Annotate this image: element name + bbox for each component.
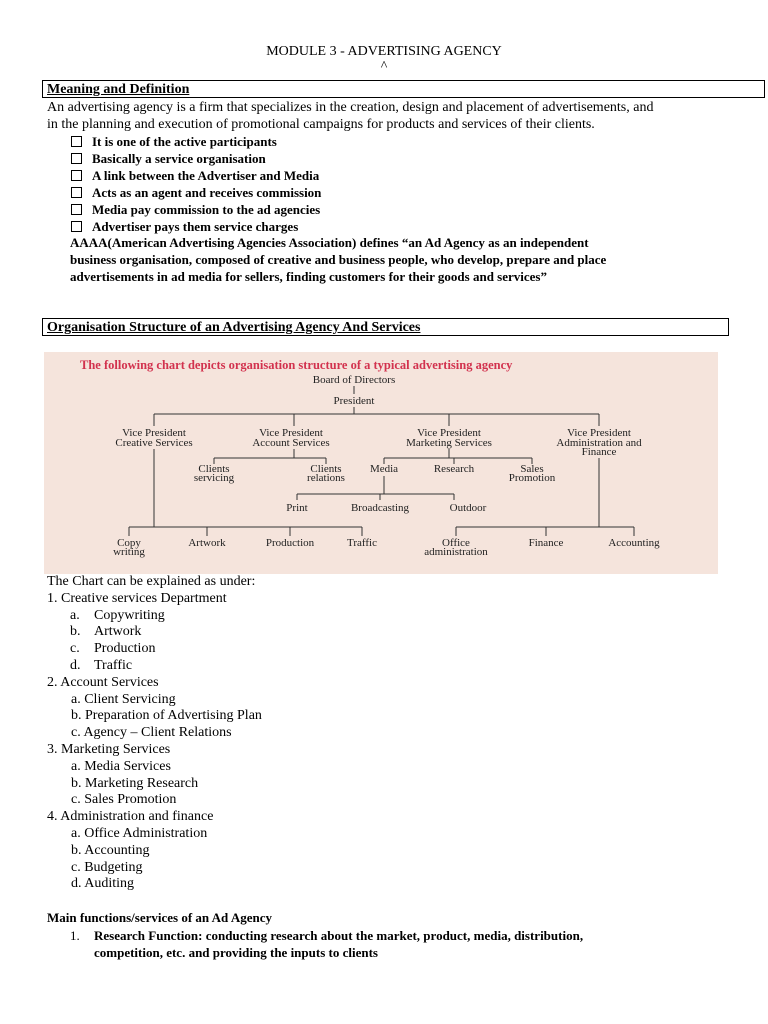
list-item (71, 167, 321, 184)
list-item: a. Media Services (71, 758, 171, 774)
list-item (71, 184, 321, 201)
list-marker: b. (70, 624, 81, 640)
print: Print (286, 502, 308, 514)
research-function (70, 927, 720, 961)
traffic: Traffic (347, 537, 377, 549)
accounting: Accounting (608, 537, 660, 549)
research: Research (433, 463, 475, 475)
org-chart (44, 352, 718, 574)
finance: Finance (528, 537, 564, 549)
vp-marketing-title: Vice President (417, 427, 481, 439)
list-item: d. Auditing (71, 876, 135, 892)
vp-account-dept: Account Services (252, 437, 330, 449)
structure-heading-box (42, 318, 729, 336)
list-item (71, 150, 321, 167)
list-item: c. Agency – Client Relations (71, 725, 232, 741)
list-item-text: It is one of the active participants (92, 134, 277, 149)
vp-admin-dept: Administration and (556, 437, 642, 449)
list-marker: c. (70, 641, 80, 657)
list-marker: 1. (70, 928, 80, 943)
vp-admin-title: Vice President (567, 427, 631, 439)
checkbox-bullet-icon (71, 187, 82, 198)
list-item-text: Acts as an agent and receives commission (92, 185, 322, 200)
list-item (71, 201, 321, 218)
list-item-text: Production (94, 641, 156, 657)
checkbox-bullet-icon (71, 221, 82, 232)
production: Production (265, 537, 315, 549)
vp-creative-dept: Creative Services (115, 437, 193, 449)
outdoor: Outdoor (449, 502, 487, 514)
president: President (333, 395, 375, 407)
aaaa-definition (70, 234, 750, 285)
checkbox-bullet-icon (71, 136, 82, 147)
list-item-text: Advertiser pays them service charges (92, 219, 299, 234)
list-item-text: Basically a service organisation (92, 151, 266, 166)
checkbox-bullet-icon (71, 204, 82, 215)
list-item: a. Office Administration (71, 825, 208, 841)
structure-heading: Organisation Structure of an Advertising Agency And Services (47, 320, 421, 335)
meaning-paragraph (47, 99, 737, 133)
page-title: MODULE 3 - ADVERTISING AGENCY (266, 44, 502, 59)
definition-line: advertisements in ad media for sellers, finding customers for their goods and services” (70, 269, 547, 284)
list-item: 1. Creative services Department (47, 590, 227, 606)
function-item (70, 927, 720, 944)
function-text: Research Function: conducting research about the market, product, media, distribution, (94, 928, 584, 943)
list-intro: The Chart can be explained as under: (47, 574, 256, 589)
list-item: 4. Administration and finance (47, 809, 214, 825)
functions-heading: Main functions/services of an Ad Agency (47, 910, 272, 925)
explanation-list (47, 574, 262, 893)
vp-marketing-dept: Marketing Services (406, 437, 492, 449)
list-item (47, 624, 262, 641)
meaning-heading: Meaning and Definition (47, 82, 190, 97)
board-of-directors: Board of Directors (312, 374, 396, 386)
list-item (71, 133, 321, 150)
clients-relations-1: Clients (310, 463, 342, 475)
list-item-text: A link between the Advertiser and Media (92, 168, 320, 183)
feature-list (71, 133, 321, 235)
copy-writing-1: Copy (117, 537, 141, 549)
clients-servicing-1: Clients (198, 463, 230, 475)
list-item-text: Copywriting (94, 607, 165, 623)
office-admin-2: administration (424, 546, 488, 558)
list-item: b. Preparation of Advertising Plan (71, 708, 262, 724)
list-item-text: Traffic (94, 657, 133, 673)
sales-promotion-1: Sales (520, 463, 544, 475)
list-item-text: Media pay commission to the ad agencies (92, 202, 321, 217)
checkbox-bullet-icon (71, 170, 82, 181)
vp-admin-dept-2: Finance (581, 446, 617, 458)
list-item: a. Client Servicing (71, 691, 176, 707)
definition-line: business organisation, composed of creative and business people, who develop, prepare and place (70, 252, 607, 267)
function-text-cont: competition, etc. and providing the inputs to clients (94, 945, 378, 960)
checkbox-bullet-icon (71, 153, 82, 164)
list-item: 2. Account Services (47, 674, 159, 690)
list-item (71, 218, 321, 235)
vp-account-title: Vice President (259, 427, 323, 439)
definition-line: AAAA(American Advertising Agencies Association) defines “an Ad Agency as an independent (70, 235, 589, 250)
meaning-heading-box (42, 80, 765, 98)
chart-caption: The following chart depicts organisation structure of a typical advertising agency (80, 358, 513, 372)
list-item: c. Budgeting (71, 859, 143, 875)
copy-writing-2: writing (113, 546, 145, 558)
list-item (47, 658, 262, 675)
list-item (47, 608, 262, 625)
list-item: b. Accounting (71, 842, 150, 858)
caret-mark: ^ (380, 59, 388, 74)
media: Media (369, 463, 399, 475)
clients-servicing-2: servicing (193, 472, 235, 484)
list-marker: d. (70, 657, 81, 673)
clients-relations-2: relations (307, 472, 345, 484)
list-item: 3. Marketing Services (47, 741, 171, 757)
list-item: b. Marketing Research (71, 775, 199, 791)
broadcasting: Broadcasting (350, 502, 410, 514)
meaning-paragraph-line: An advertising agency is a firm that specializes in the creation, design and placement of advertisements, and (47, 100, 654, 115)
vp-creative-title: Vice President (122, 427, 186, 439)
meaning-paragraph-line: in the planning and execution of promotional campaigns for products and services of their clients. (47, 117, 595, 132)
list-item-text: Artwork (94, 624, 142, 640)
list-marker: a. (70, 607, 80, 623)
list-item (47, 641, 262, 658)
artwork: Artwork (188, 537, 226, 549)
office-admin-1: Office (442, 537, 470, 549)
list-item: c. Sales Promotion (71, 792, 177, 808)
sales-promotion-2: Promotion (508, 472, 556, 484)
